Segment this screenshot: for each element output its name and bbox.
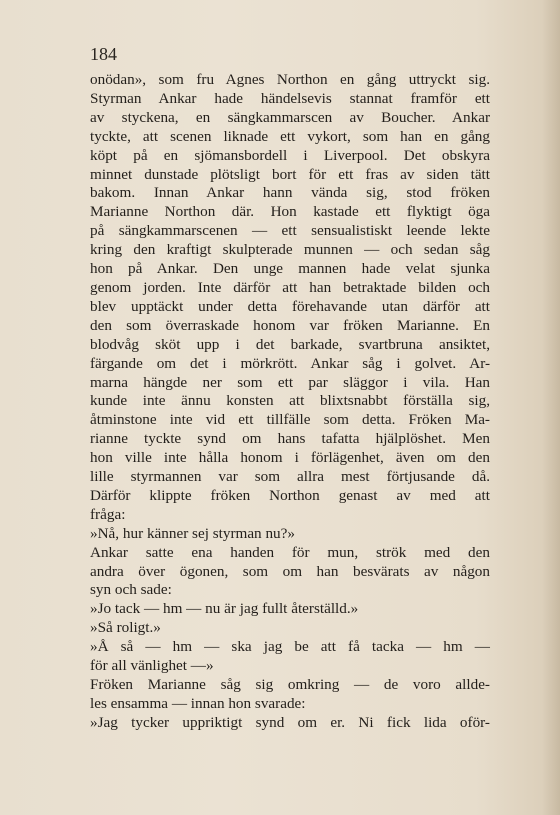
text-line: onödan», som fru Agnes Northon en gång uttryckt sig. xyxy=(90,71,490,88)
page-edge-shadow xyxy=(542,0,560,815)
text-line: bakom. Innan Ankar hann vända sig, stod fröken xyxy=(90,184,490,202)
text-line: minnet dunstade plötsligt bort för ett fras av siden tätt xyxy=(90,165,490,183)
body-text xyxy=(90,71,490,733)
text-line: Marianne Northon där. Hon kastade ett flyktigt öga xyxy=(90,203,490,221)
text-line: »Jo tack — hm — nu är jag fullt återställd.» xyxy=(90,600,359,618)
text-line: åtminstone inte vid ett tillfälle som detta. Fröken Ma- xyxy=(90,411,490,429)
text-line: kring den kraftigt skulpterade munnen — och sedan såg xyxy=(90,241,490,259)
text-line: kunde inte ännu konsten att blixtsnabbt förställa sig, xyxy=(90,392,490,410)
text-line: blodvåg sköt upp i det barkade, svartbruna ansiktet, xyxy=(90,335,490,353)
text-line: Fröken Marianne såg sig omkring — de voro allde- xyxy=(90,676,490,693)
text-line: »Jag tycker uppriktigt synd om er. Ni fick lida oför- xyxy=(90,713,490,731)
text-line: marna hängde ner som ett par släggor i vila. Han xyxy=(90,373,490,391)
text-line: den som överraskade honom var fröken Marianne. En xyxy=(90,316,490,334)
text-line: på sängkammarscenen — ett sensualistiskt leende lekte xyxy=(90,222,490,240)
text-line: av styckena, en sängkammarscen av Boucher. Ankar xyxy=(90,108,490,126)
text-line: »Å så — hm — ska jag be att få tacka — hm — xyxy=(90,638,490,656)
text-line: Därför klippte fröken Northon genast av med att xyxy=(90,486,490,504)
text-line: Ankar satte ena handen för mun, strök med den xyxy=(90,543,490,561)
text-line: hon på Ankar. Den unge mannen hade velat sjunka xyxy=(90,260,490,278)
text-line: »Så roligt.» xyxy=(90,619,161,637)
text-line: andra över ögonen, som om han besvärats av någon xyxy=(90,562,490,580)
text-line: hon ville inte hålla honom i förlägenhet, även om den xyxy=(90,449,490,467)
text-line: fråga: xyxy=(90,505,126,523)
text-line: blev upptäckt under detta förehavande utan därför att xyxy=(90,297,490,315)
text-line: Styrman Ankar hade händelsevis stannat framför ett xyxy=(90,89,490,107)
text-line: för all vänlighet —» xyxy=(90,657,214,675)
page-number: 184 xyxy=(90,44,117,64)
text-line: lille styrmannen var som allra mest förtjusande då. xyxy=(90,468,490,486)
text-line: köpt på en sjömansbordell i Liverpool. Det obskyra xyxy=(90,146,490,164)
text-line: les ensamma — innan hon svarade: xyxy=(90,694,306,712)
text-line: rianne tyckte synd om hans tafatta hjälplöshet. Men xyxy=(90,430,490,448)
text-line: »Nå, hur känner sej styrman nu?» xyxy=(90,524,295,542)
text-line: syn och sade: xyxy=(90,581,172,599)
text-line: färgande om det i mörkrött. Ankar såg i golvet. Ar- xyxy=(90,354,490,372)
text-line: genom jorden. Inte därför att han betraktade bilden och xyxy=(90,278,490,296)
text-line: tyckte, att scenen liknade ett vykort, som han en gång xyxy=(90,127,490,145)
